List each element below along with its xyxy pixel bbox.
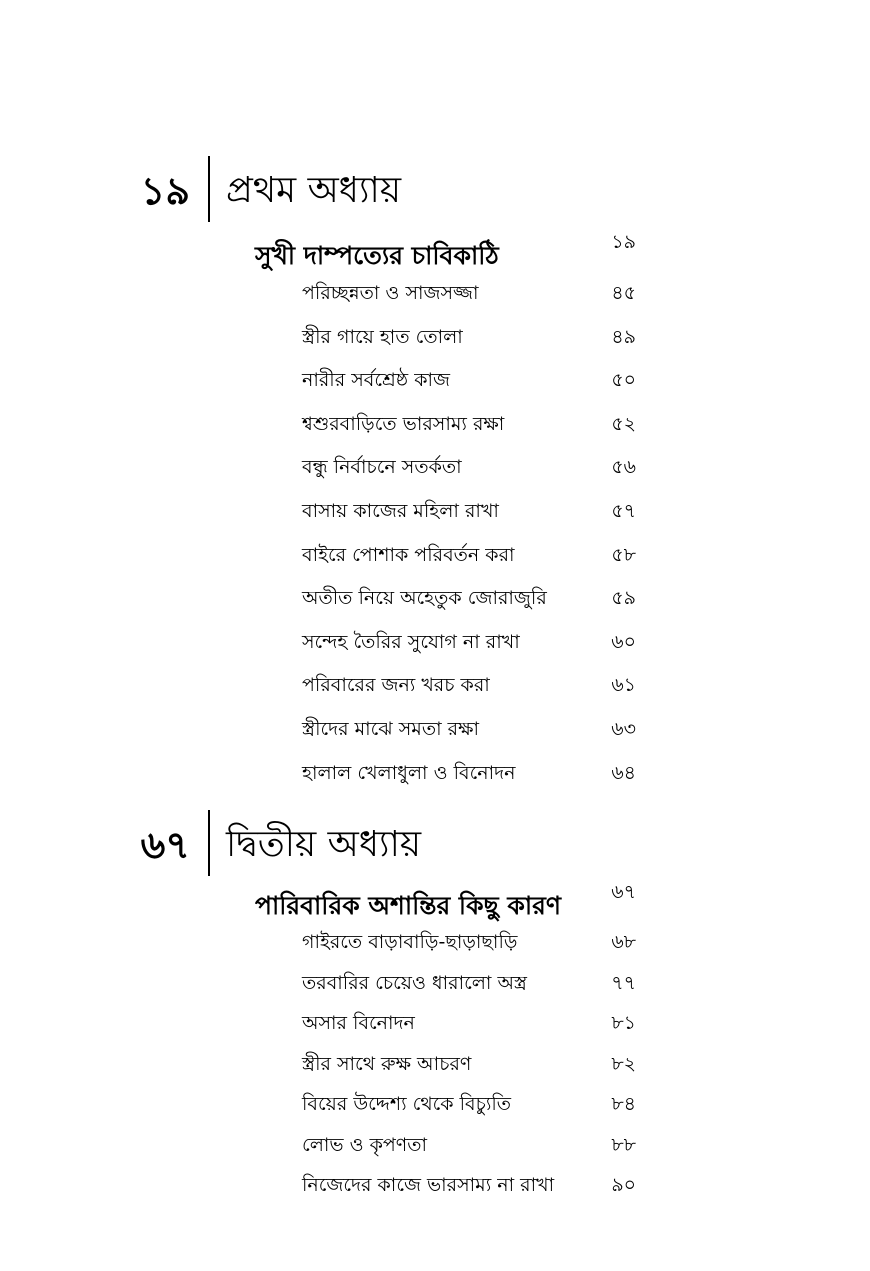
toc-entry[interactable] [0,969,870,1010]
section-heading [0,881,870,926]
chapter-divider [208,810,210,876]
section-page-number: ১৯ [611,231,636,253]
section-title: পারিবারিক অশান্তির কিছু কারণ [255,891,562,920]
chapter-header [0,810,870,880]
toc-entry-page: ৫২ [611,412,636,435]
toc-entry-page: ৪৯ [611,325,636,348]
toc-list [0,928,870,1212]
toc-entry[interactable] [0,541,870,585]
toc-entry[interactable] [0,1090,870,1131]
toc-entry-page: ৪৫ [611,282,636,304]
chapter-number: ১৯ [140,169,190,213]
section-title: সুখী দাম্পত্যের চাবিকাঠি [255,241,499,270]
toc-entry-title: বাসায় কাজের মহিলা রাখা [302,499,499,522]
toc-entry[interactable] [0,410,870,454]
toc-entry[interactable] [0,715,870,759]
toc-entry[interactable] [0,497,870,541]
chapter-number: ৬৭ [140,823,190,867]
chapter-divider [208,156,210,222]
toc-entry-title: স্ত্রীর সাথে রুক্ষ আচরণ [302,1052,472,1075]
toc-entry-page: ৬৪ [611,761,636,784]
toc-entry-title: বাইরে পোশাক পরিবর্তন করা [302,543,515,566]
toc-entry[interactable] [0,366,870,410]
toc-entry-title: বিয়ের উদ্দেশ্য থেকে বিচ্যুতি [302,1093,512,1115]
toc-entry-title: তরবারির চেয়েও ধারালো অস্ত্র [302,971,527,994]
chapter-header [0,156,870,226]
toc-entry-title: নিজেদের কাজে ভারসাম্য না রাখা [302,1174,555,1196]
toc-entry-title: বন্ধু নির্বাচনে সতর্কতা [302,456,462,479]
toc-entry-page: ৬৩ [611,717,636,740]
toc-entry-page: ৬১ [611,674,636,697]
chapter-title: প্রথম অধ্যায় [226,170,402,211]
toc-entry[interactable] [0,453,870,497]
section-heading [0,231,870,276]
toc-entry-page: ৬৮ [611,931,636,953]
toc-entry[interactable] [0,279,870,323]
toc-entry-title: গাইরতে বাড়াবাড়ি-ছাড়াছাড়ি [302,931,518,953]
toc-entry-title: হালাল খেলাধুলা ও বিনোদন [302,761,516,784]
section-page-number: ৬৭ [611,881,636,903]
toc-entry-page: ৮৮ [611,1133,636,1156]
toc-entry-title: লোভ ও কৃপণতা [302,1133,428,1156]
toc-entry-title: সন্দেহ তৈরির সুযোগ না রাখা [302,630,520,653]
toc-entry-page: ৫৬ [611,456,636,479]
toc-entry-title: শ্বশুরবাড়িতে ভারসাম্য রক্ষা [302,412,505,435]
toc-entry-page: ৬০ [611,630,636,653]
toc-entry-page: ৫০ [611,369,636,392]
chapter-title: দ্বিতীয় অধ্যায় [226,824,422,865]
toc-entry-title: অতীত নিয়ে অহেতুক জোরাজুরি [302,587,547,610]
toc-entry-title: পরিবারের জন্য খরচ করা [302,674,490,697]
toc-entry[interactable] [0,1050,870,1091]
toc-entry-title: স্ত্রীর গায়ে হাত তোলা [302,325,463,348]
toc-entry[interactable] [0,671,870,715]
toc-entry-title: পরিচ্ছন্নতা ও সাজসজ্জা [302,282,479,304]
toc-entry-page: ৮১ [611,1012,636,1034]
toc-entry[interactable] [0,1171,870,1212]
toc-entry-page: ৫৯ [611,587,636,610]
toc-entry-page: ৭৭ [611,971,636,994]
toc-entry-title: নারীর সর্বশ্রেষ্ঠ কাজ [302,369,451,392]
toc-list [0,279,870,802]
toc-entry[interactable] [0,1131,870,1172]
toc-entry[interactable] [0,323,870,367]
toc-entry[interactable] [0,628,870,672]
toc-entry-page: ৮৪ [611,1093,636,1115]
toc-entry[interactable] [0,584,870,628]
toc-entry[interactable] [0,759,870,803]
toc-entry-page: ৯০ [611,1174,636,1196]
toc-entry-title: অসার বিনোদন [302,1012,415,1034]
toc-entry[interactable] [0,1009,870,1050]
toc-entry[interactable] [0,928,870,969]
toc-entry-page: ৮২ [611,1052,636,1075]
toc-entry-page: ৫৮ [611,543,636,566]
toc-entry-page: ৫৭ [611,499,636,522]
toc-entry-title: স্ত্রীদের মাঝে সমতা রক্ষা [302,717,479,740]
